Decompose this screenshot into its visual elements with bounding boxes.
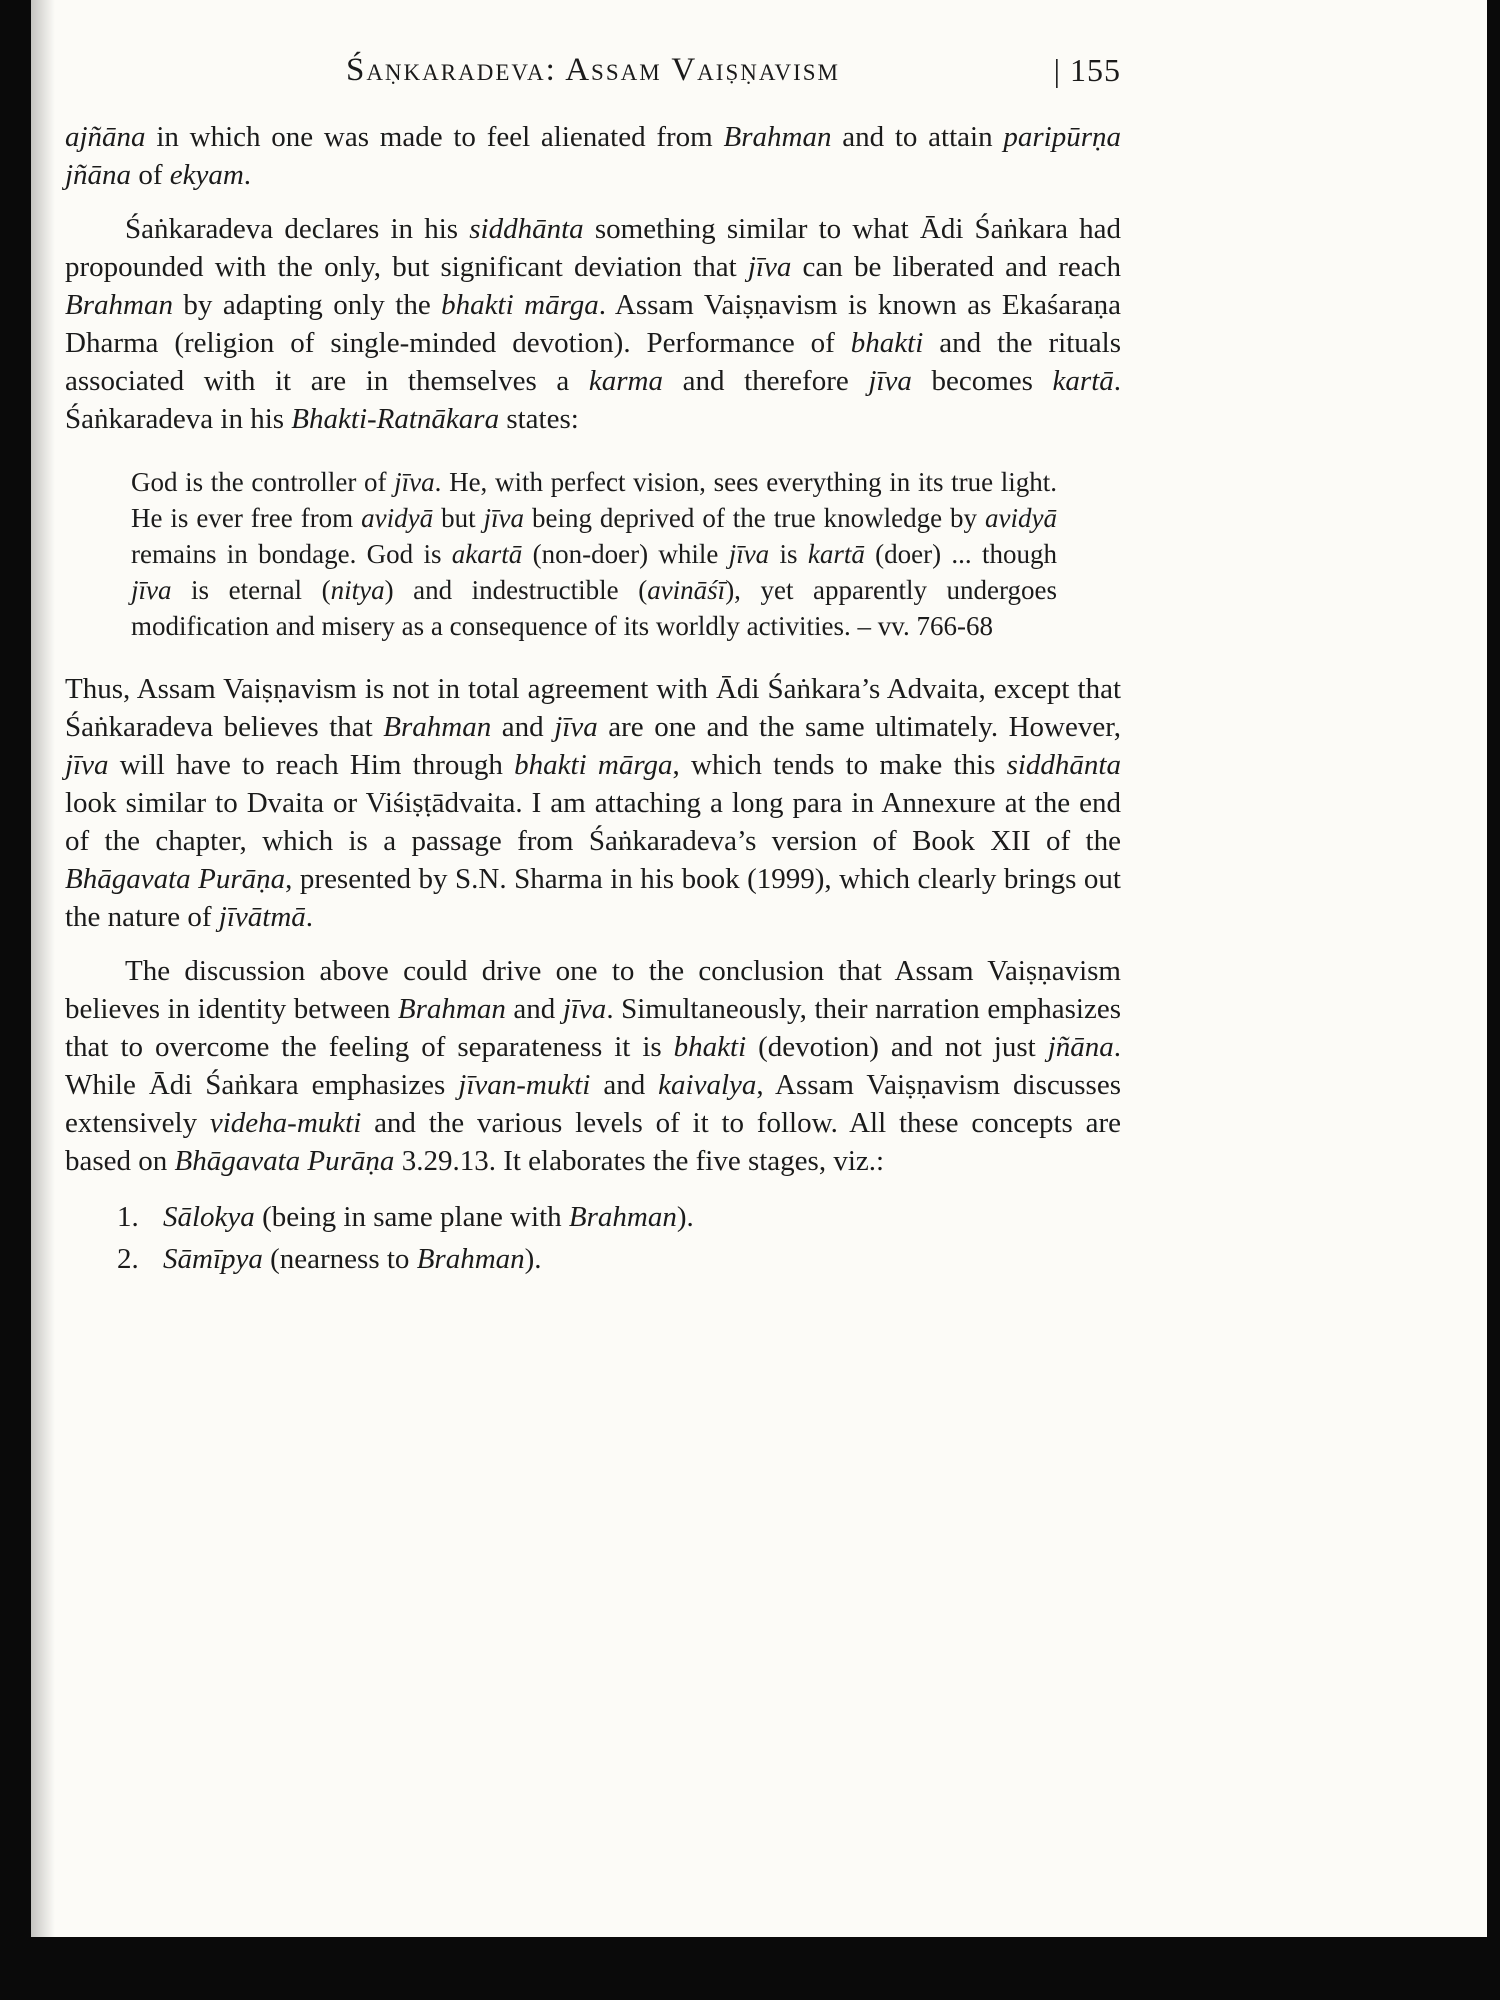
text-run: , which tends to make this: [672, 749, 1007, 781]
italic-term: Sālokya: [163, 1201, 255, 1233]
text-run: becomes: [911, 365, 1053, 397]
text-run: . Simultaneously, their narration emphasizes that to overcome the feeling of separateness it is: [65, 993, 1121, 1063]
italic-term: nitya: [330, 575, 385, 605]
italic-term: jīva: [554, 711, 598, 743]
text-run: ), yet apparently undergoes modification and misery as a consequence of its worldly activities. – vv. 766-68: [131, 575, 1057, 641]
text-run: ).: [524, 1243, 542, 1275]
page-number-separator: |: [1053, 52, 1061, 88]
page-number-value: 155: [1070, 52, 1121, 88]
running-header: [65, 50, 1121, 96]
text-run: and therefore: [662, 365, 869, 397]
text-run: can be liberated and reach: [791, 251, 1122, 283]
numbered-list: [65, 1196, 1121, 1280]
text-run: , presented by S.N. Sharma in his book (1999), which clearly brings out the nature of: [65, 863, 1121, 933]
italic-term: Brahman: [568, 1201, 677, 1233]
italic-term: jīva: [747, 251, 792, 283]
italic-term: jīvātmā: [218, 901, 306, 933]
text-run: states:: [499, 403, 579, 435]
italic-term: Brahman: [723, 121, 832, 153]
text-run: . He, with perfect vision, sees everything in its true light. He is ever free from: [131, 467, 1057, 533]
page-number: [1054, 50, 1121, 90]
italic-term: bhakti mārga: [514, 749, 673, 781]
italic-term: siddhānta: [469, 213, 584, 245]
text-run: look similar to Dvaita or Viśiṣṭādvaita. I am attaching a long para in Annexure at the end of the chapter, which is a passage from Śaṅkaradeva’s version of Book XII of the: [65, 787, 1121, 857]
italic-term: jīva: [483, 503, 525, 533]
text-run: . Assam Vaiṣṇavism is known as Ekaśaraṇa Dharma (religion of single-minded devotion). Performance of: [65, 289, 1122, 359]
list-item-number: 2.: [117, 1243, 139, 1275]
list-item-text: [163, 1196, 1121, 1238]
text-run: (non-doer) while: [522, 539, 729, 569]
list-item: [65, 1238, 1121, 1280]
text-run: (being in same plane with: [254, 1201, 569, 1233]
page-margin-area: [31, 0, 1487, 1280]
text-run: and to attain: [831, 121, 1004, 153]
text-run: The discussion above could drive one to the conclusion that Assam Vaiṣṇavism believes in identity between: [65, 955, 1121, 1025]
text-run: and the various levels of it to follow. All these concepts are based on: [65, 1107, 1121, 1177]
text-run: .: [305, 901, 314, 933]
italic-term: Brahman: [383, 711, 492, 743]
text-run: and: [505, 993, 563, 1025]
chapter-title: Śaṇkaradeva: Assam Vaiṣṇavism: [345, 52, 841, 88]
text-run: are one and the same ultimately. However,: [597, 711, 1121, 743]
text-run: (devotion) and not just: [746, 1031, 1048, 1063]
italic-term: Brahman: [65, 289, 173, 321]
italic-term: Sāmīpya: [163, 1243, 263, 1275]
italic-term: avināśī: [647, 575, 726, 605]
text-run: 3.29.13. It elaborates the five stages, viz.:: [394, 1145, 885, 1177]
text-run: by adapting only the: [172, 289, 442, 321]
text-run: (nearness to: [262, 1243, 417, 1275]
text-run: . While Ādi Śaṅkara emphasizes: [65, 1031, 1122, 1101]
italic-term: jīva: [131, 575, 172, 605]
italic-term: karma: [588, 365, 663, 397]
italic-term: avidyā: [361, 503, 434, 533]
italic-term: jīva: [868, 365, 912, 397]
italic-term: paripūrṇa jñāna: [65, 121, 1122, 191]
text-run: remains in bondage. God is: [131, 539, 452, 569]
text-run: and: [491, 711, 555, 743]
text-run: (doer) ... though: [864, 539, 1058, 569]
italic-term: Bhāgavata Purāṇa: [65, 863, 286, 895]
italic-term: siddhānta: [1006, 749, 1121, 781]
body-paragraph: [65, 952, 1121, 1180]
list-item: [65, 1196, 1121, 1238]
italic-term: kaivalya: [658, 1069, 757, 1101]
body-paragraph: [65, 210, 1121, 438]
italic-term: bhakti mārga: [441, 289, 599, 321]
text-run: is: [769, 539, 808, 569]
text-run: of: [131, 159, 170, 191]
text-run: Thus, Assam Vaiṣṇavism is not in total agreement with Ādi Śaṅkara’s Advaita, except that Śaṅkaradeva believes that: [65, 673, 1121, 743]
italic-term: jñāna: [1047, 1031, 1114, 1063]
text-run: ) and indestructible (: [384, 575, 648, 605]
italic-term: Brahman: [397, 993, 506, 1025]
text-run: in which one was made to feel alienated from: [145, 121, 724, 153]
text-run: God is the controller of: [131, 467, 395, 497]
block-quote: [131, 464, 1057, 644]
body-paragraph: [65, 670, 1121, 936]
list-item-number: 1.: [117, 1201, 139, 1233]
text-run: being deprived of the true knowledge by: [524, 503, 985, 533]
text-run: , Assam Vaiṣṇavism discusses extensively: [65, 1069, 1121, 1139]
book-page-scan: [31, 0, 1487, 1937]
page-content: [65, 118, 1121, 1280]
italic-term: avidyā: [985, 503, 1057, 533]
italic-term: bhakti: [673, 1031, 747, 1063]
italic-term: jīva: [394, 467, 435, 497]
body-paragraph: [65, 118, 1121, 194]
italic-term: jīva: [728, 539, 770, 569]
italic-term: videha-mukti: [209, 1107, 362, 1139]
text-run: . Śaṅkaradeva in his: [65, 365, 1122, 435]
text-run: is eternal (: [171, 575, 331, 605]
text-run: and the rituals associated with it are in themselves a: [65, 327, 1121, 397]
italic-term: kartā: [807, 539, 865, 569]
italic-term: akartā: [451, 539, 523, 569]
list-item-text: [163, 1238, 1121, 1280]
text-run: something similar to what Ādi Śaṅkara had propounded with the only, but significant deviation that: [65, 213, 1122, 283]
text-run: .: [243, 159, 252, 191]
italic-term: Bhāgavata Purāṇa: [174, 1145, 395, 1177]
italic-term: bhakti: [850, 327, 924, 359]
text-run: Śaṅkaradeva declares in his: [125, 213, 470, 245]
italic-term: jīva: [562, 993, 607, 1025]
italic-term: Brahman: [416, 1243, 525, 1275]
italic-term: jīvan-mukti: [458, 1069, 591, 1101]
text-run: ).: [676, 1201, 694, 1233]
text-run: and: [590, 1069, 659, 1101]
italic-term: Bhakti-Ratnākara: [291, 403, 500, 435]
italic-term: jīva: [65, 749, 109, 781]
italic-term: ajñāna: [65, 121, 146, 153]
text-run: but: [433, 503, 484, 533]
italic-term: kartā: [1052, 365, 1114, 397]
text-run: will have to reach Him through: [108, 749, 515, 781]
italic-term: ekyam: [169, 159, 244, 191]
